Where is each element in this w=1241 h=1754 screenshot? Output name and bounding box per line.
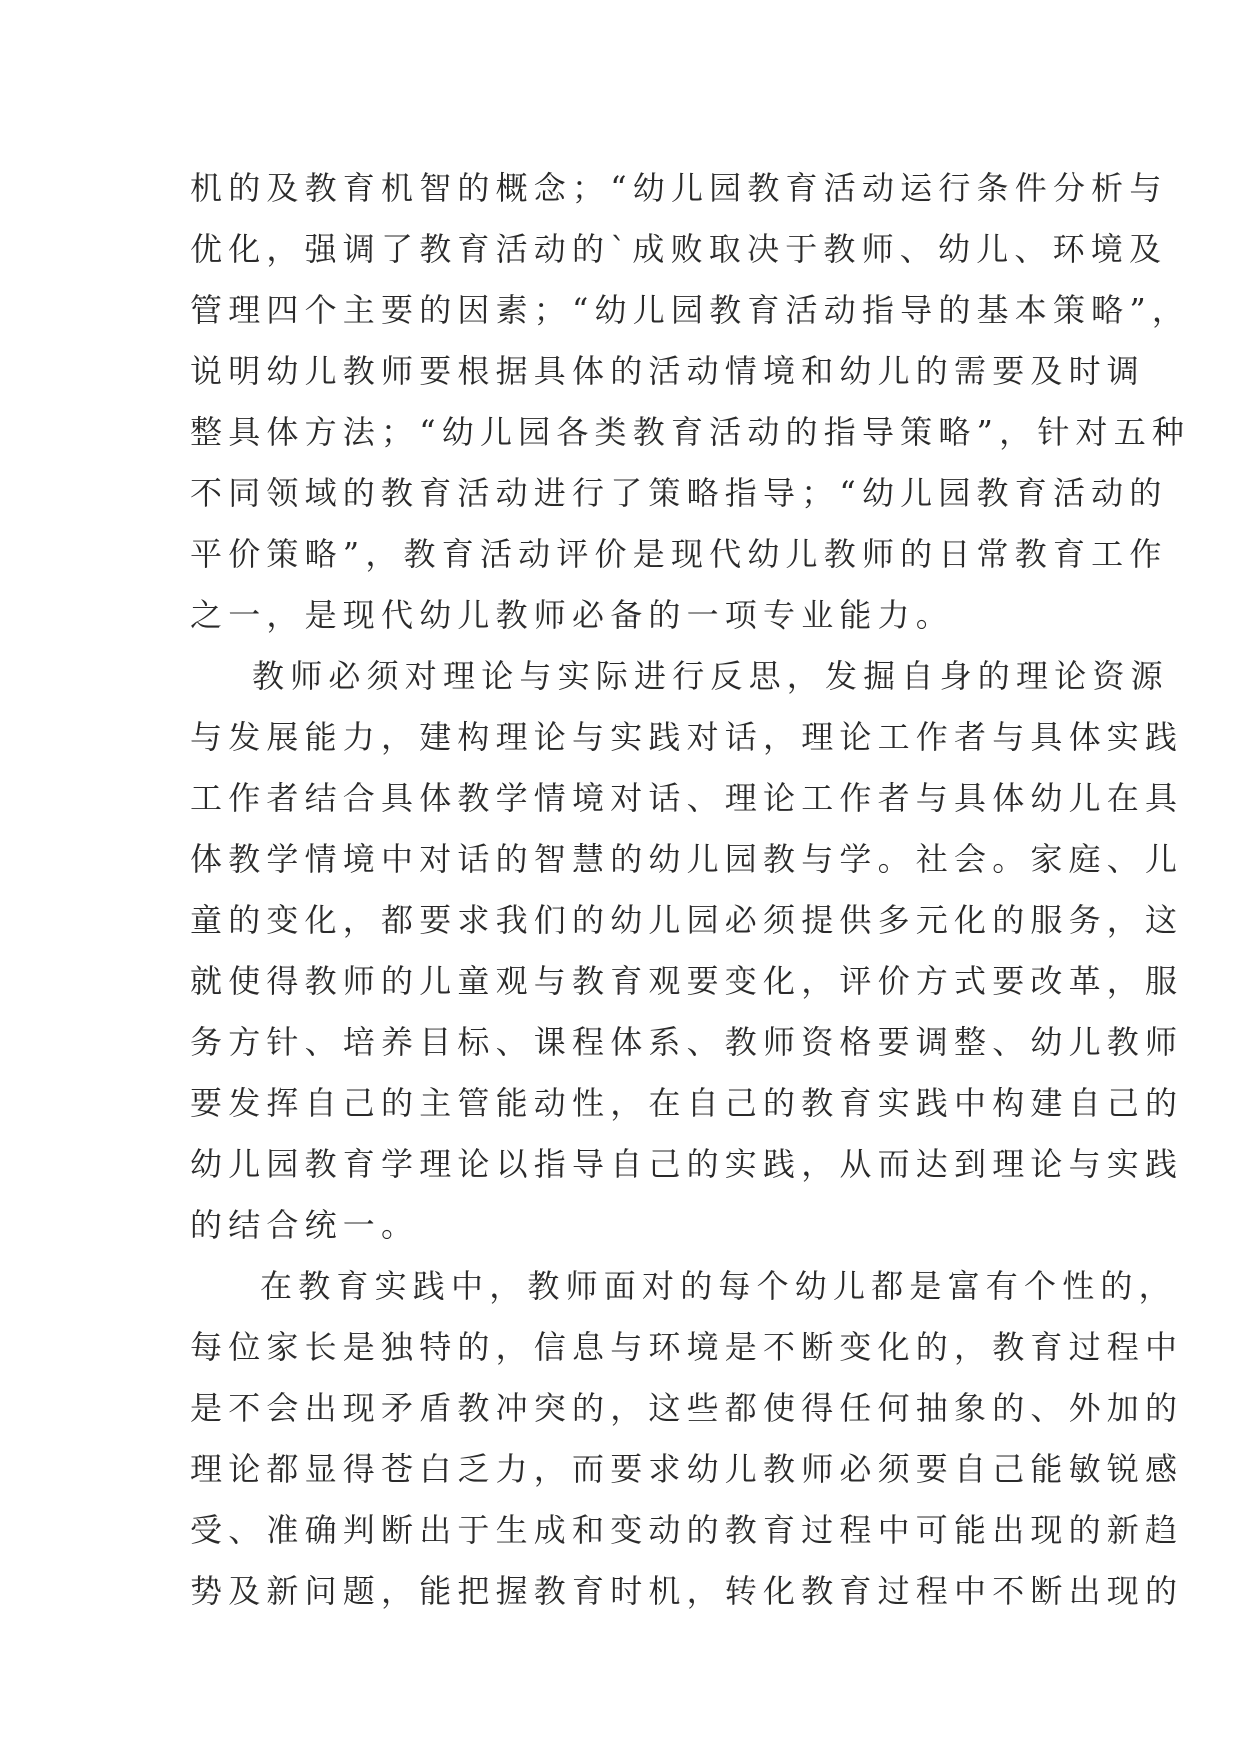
text-line: 务方针、培养目标、课程体系、教师资格要调整、幼儿教师 [190, 1023, 1184, 1061]
text-line: 不同领域的教育活动进行了策略指导；“幼儿园教育活动的 [190, 474, 1168, 512]
text-line: 平价策略”，教育活动评价是现代幼儿教师的日常教育工作 [190, 535, 1168, 573]
text-line: 理论都显得苍白乏力，而要求幼儿教师必须要自己能敏锐感 [190, 1450, 1184, 1488]
text-line: 要发挥自己的主管能动性，在自己的教育实践中构建自己的 [190, 1084, 1184, 1122]
text-line: 与发展能力，建构理论与实践对话，理论工作者与具体实践 [190, 718, 1184, 756]
text-line: 是不会出现矛盾教冲突的，这些都使得任何抽象的、外加的 [190, 1389, 1184, 1427]
paragraph-3 [190, 1256, 1184, 1622]
text-line: 童的变化，都要求我们的幼儿园必须提供多元化的服务，这 [190, 901, 1184, 939]
text-line: 机的及教育机智的概念；“幼儿园教育活动运行条件分析与 [190, 169, 1168, 207]
text-line: 说明幼儿教师要根据具体的活动情境和幼儿的需要及时调 [190, 352, 1146, 390]
paragraph-1 [190, 158, 1191, 646]
text-line: 管理四个主要的因素；“幼儿园教育活动指导的基本策略”， [190, 291, 1191, 329]
document-body [190, 158, 1191, 1622]
text-line: 工作者结合具体教学情境对话、理论工作者与具体幼儿在具 [190, 779, 1184, 817]
text-line: 受、准确判断出于生成和变动的教育过程中可能出现的新趋 [190, 1511, 1184, 1549]
text-line: 就使得教师的儿童观与教育观要变化，评价方式要改革，服 [190, 962, 1184, 1000]
text-line: 势及新问题，能把握教育时机，转化教育过程中不断出现的 [190, 1572, 1184, 1610]
text-line: 每位家长是独特的，信息与环境是不断变化的，教育过程中 [190, 1328, 1184, 1366]
text-line: 的结合统一。 [190, 1206, 420, 1244]
text-line: 体教学情境中对话的智慧的幼儿园教与学。社会。家庭、儿 [190, 840, 1184, 878]
text-line: 在教育实践中，教师面对的每个幼儿都是富有个性的， [260, 1267, 1177, 1305]
text-line: 幼儿园教育学理论以指导自己的实践，从而达到理论与实践 [190, 1145, 1184, 1183]
text-line: 优化，强调了教育活动的`成败取决于教师、幼儿、环境及 [190, 230, 1168, 268]
text-line: 教师必须对理论与实际进行反思，发掘自身的理论资源 [252, 657, 1169, 695]
text-line: 之一，是现代幼儿教师必备的一项专业能力。 [190, 596, 955, 634]
text-line: 整具体方法；“幼儿园各类教育活动的指导策略”，针对五种 [190, 413, 1191, 451]
paragraph-2 [190, 646, 1184, 1256]
